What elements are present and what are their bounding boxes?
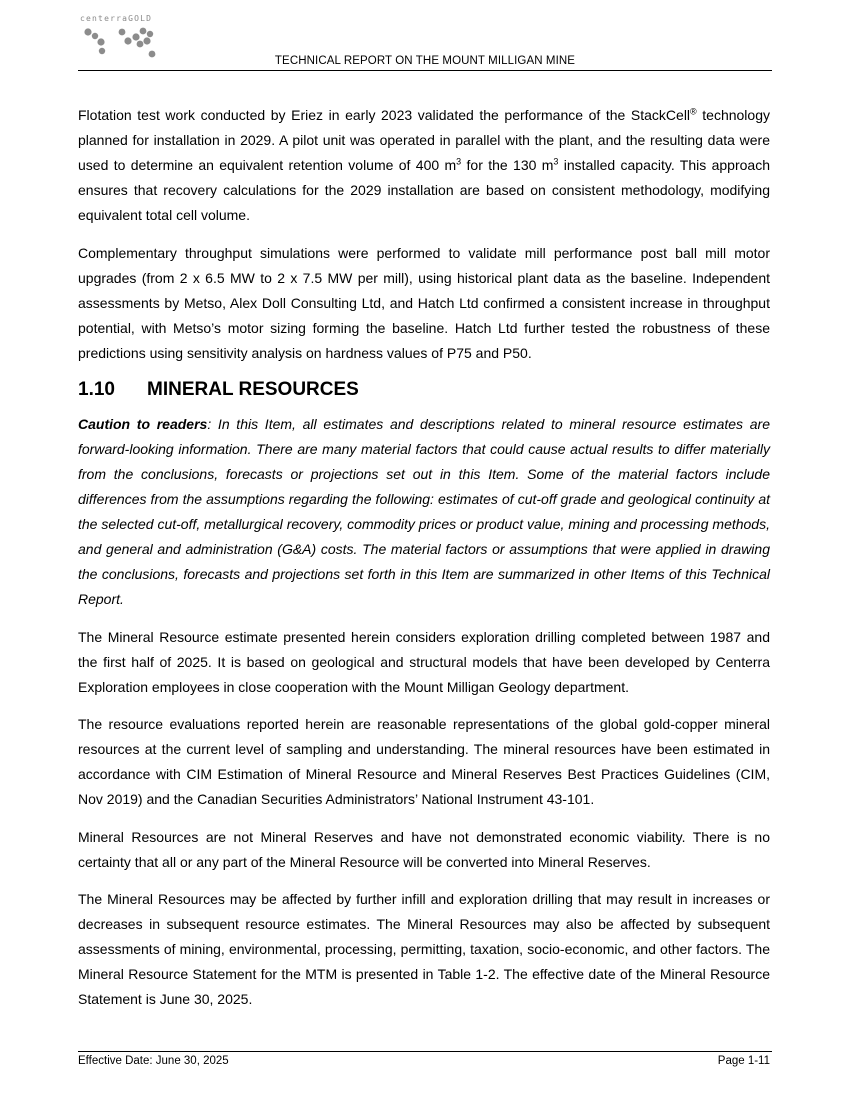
caution-label: Caution to readers [78, 416, 208, 432]
footer-page-number: Page 1-11 [717, 1055, 770, 1067]
superscript: 3 [456, 156, 462, 167]
section-title: MINERAL RESOURCES [147, 379, 359, 400]
logo-text: centerraGOLD [80, 14, 153, 23]
paragraph-text: technology planned for installation in 2029. A pilot unit was operated in parallel with the plant, and the resulting data were used to determine an equivalent retention volume of 400 m [78, 107, 770, 173]
section-number: 1.10 [78, 379, 115, 400]
footer-divider [78, 1051, 772, 1052]
caution-paragraph [78, 412, 770, 612]
paragraph-text: for the 130 m [461, 157, 554, 173]
paragraph-text: installed capacity. This approach ensures that recovery calculations for the 2029 installation are based on consistent methodology, modifying equivalent total cell volume. [78, 157, 770, 223]
report-header-title: TECHNICAL REPORT ON THE MOUNT MILLIGAN MINE [274, 55, 576, 67]
paragraph-throughput: Complementary throughput simulations were performed to validate mill performance post ball mill motor upgrades (from 2 x 6.5 MW to 2 x 7.5 MW per mill), using historical plant data as the baseline. Independent assessments by Metso, Alex Doll Consulting Ltd, and Hatch Ltd confirmed a consistent increase in throughput potential, with Metso’s motor sizing forming the baseline. Hatch Ltd further tested the robustness of these predictions using sensitivity analysis on hardness values of P75 and P50. [78, 244, 770, 361]
paragraph-estimate: The Mineral Resource estimate presented herein considers exploration drilling completed between 1987 and the first half of 2025. It is based on geological and structural models that have been developed by Centerra Exploration employees in close cooperation with the Mount Milligan Geology department. [78, 628, 770, 695]
paragraph-affected: The Mineral Resources may be affected by further infill and exploration drilling that may result in increases or decreases in subsequent resource estimates. The Mineral Resources may also be affected by subsequent assessments of mining, environmental, processing, permitting, taxation, socio-economic, and other factors. The Mineral Resource Statement for the MTM is presented in Table 1-2. The effective date of the Mineral Resource Statement is June 30, 2025. [78, 891, 770, 1007]
header-divider [78, 70, 772, 71]
paragraph-flotation [78, 103, 770, 228]
section-heading [78, 378, 770, 402]
paragraph-not-reserves: Mineral Resources are not Mineral Reserves and have not demonstrated economic viability. There is no certainty that all or any part of the Mineral Resource will be converted into Mineral Reserves. [78, 828, 770, 870]
paragraph-text: Flotation test work conducted by Eriez in early 2023 validated the performance of the StackCell [78, 107, 691, 123]
registered-mark: ® [690, 106, 697, 117]
paragraph-evaluations: The resource evaluations reported herein are reasonable representations of the global gold-copper mineral resources at the current level of sampling and understanding. The mineral resources have been estimated in accordance with CIM Estimation of Mineral Resource and Mineral Reserves Best Practices Guidelines (CIM, Nov 2019) and the Canadian Securities Administrators’ National Instrument 43-101. [78, 716, 770, 807]
page-content [78, 103, 770, 1025]
caution-text: : In this Item, all estimates and descriptions related to mineral resource estimates are forward-looking information. There are many material factors that could cause actual results to differ materially from the conclusions, forecasts or projections set out in this Item. Some of the material factors include differences from the assumptions regarding the following: estimates of cut-off grade and geological continuity at the selected cut-off, metallurgical recovery, commodity prices or product value, mining and processing methods, and general and administration (G&A) costs. The material factors or assumptions that were applied in drawing the conclusions, forecasts and projections set forth in this Item are summarized in other Items of this Technical Report. [78, 416, 770, 607]
footer-effective-date: Effective Date: June 30, 2025 [78, 1055, 229, 1067]
superscript: 3 [553, 156, 559, 167]
